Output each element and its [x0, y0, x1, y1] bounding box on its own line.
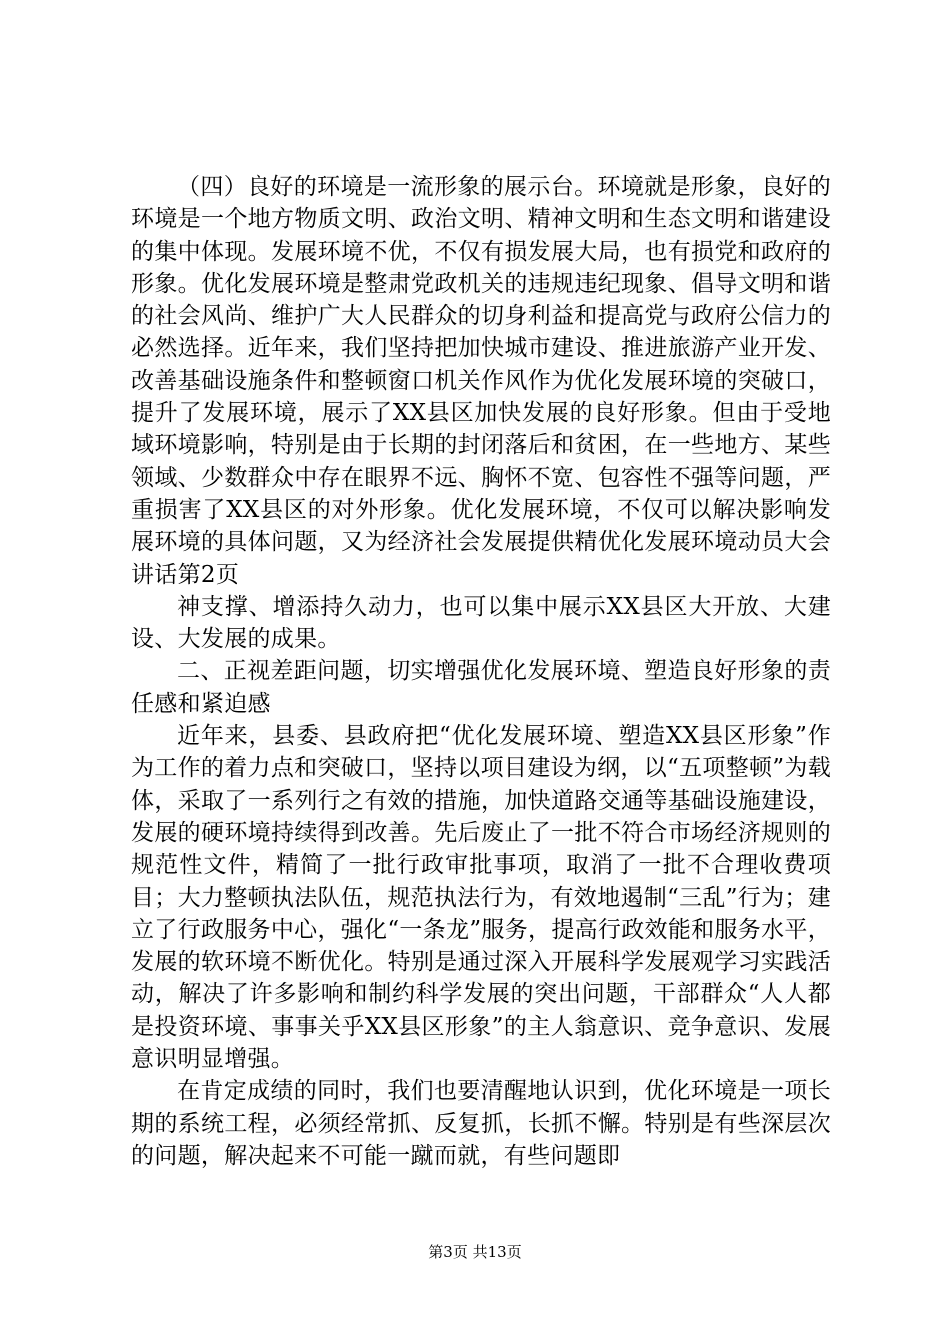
- paragraph-section-four: （四）良好的环境是一流形象的展示台。环境就是形象，良好的环境是一个地方物质文明、政治文明、精神文明和生态文明和谐建设的集中体现。发展环境不优，不仅有损发展大局，也有损党和政府的形象。优化发展环境是整肃党政机关的违规违纪现象、倡导文明和谐的社会风尚、维护广大人民群众的切身利益和提高党与政府公信力的必然选择。近年来，我们坚持把加快城市建设、推进旅游产业开发、改善基础设施条件和整顿窗口机关作风作为优化发展环境的突破口，提升了发展环境，展示了XX县区加快发展的良好形象。但由于受地域环境影响，特别是由于长期的封闭落后和贫困，在一些地方、某些领域、少数群众中存在眼界不远、胸怀不宽、包容性不强等问题，严重损害了XX县区的对外形象。优化发展环境，不仅可以解决影响发展环境的具体问题，又为经济社会发展提供精优化发展环境动员大会讲话第2页: [131, 174, 831, 588]
- paragraph-continuation: 神支撑、增添持久动力，也可以集中展示XX县区大开放、大建设、大发展的成果。: [131, 593, 831, 653]
- page-footer: 第3页 共13页: [428, 1243, 522, 1261]
- section-heading-two: 二、正视差距问题，切实增强优化发展环境、塑造良好形象的责任感和紧迫感: [131, 658, 831, 717]
- paragraph-recent-years: 近年来，县委、县政府把“优化发展环境、塑造XX县区形象”作为工作的着力点和突破口，坚持以项目建设为纲，以“五项整顿”为载体，采取了一系列行之有效的措施，加快道路交通等基础设施建设，发展的硬环境持续得到改善。先后废止了一批不符合市场经济规则的规范性文件，精简了一批行政审批事项，取消了一批不合理收费项目；大力整顿执法队伍，规范执法行为，有效地遏制“三乱”行为；建立了行政服务中心，强化“一条龙”服务，提高行政效能和服务水平，发展的软环境不断优化。特别是通过深入开展科学发展观学习实践活动，解决了许多影响和制约科学发展的突出问题，干部群众“人人都是投资环境、事事关乎XX县区形象”的主人翁意识、竞争意识、发展意识明显增强。: [131, 723, 831, 1073]
- body-text: [131, 171, 831, 1172]
- paragraph-affirm-achievements: 在肯定成绩的同时，我们也要清醒地认识到，优化环境是一项长期的系统工程，必须经常抓、反复抓，长抓不懈。特别是有些深层次的问题，解决起来不可能一蹴而就，有些问题即: [131, 1078, 831, 1169]
